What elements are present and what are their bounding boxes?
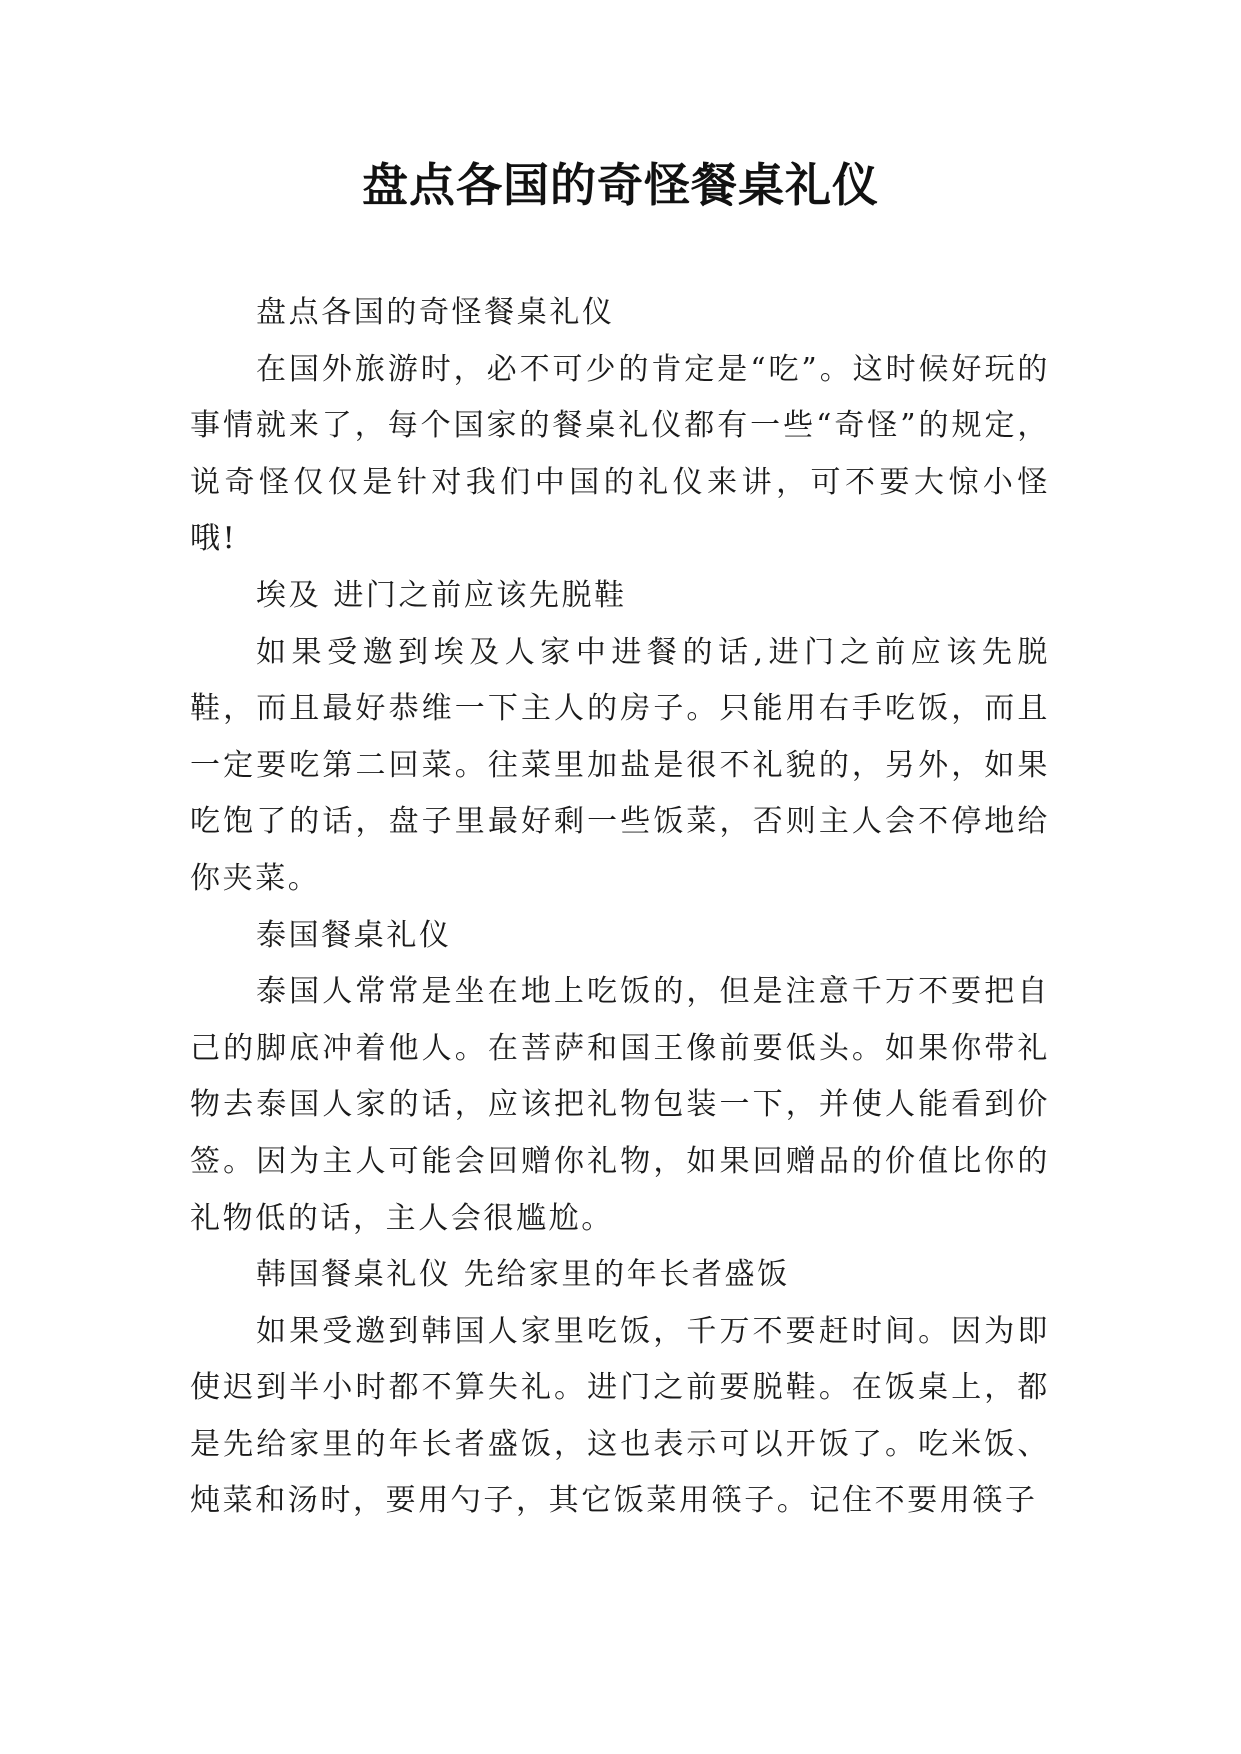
document-body	[190, 285, 1050, 1530]
paragraph-repeated-title: 盘点各国的奇怪餐桌礼仪	[256, 295, 615, 330]
section-heading-thailand: 泰国餐桌礼仪	[256, 917, 452, 953]
paragraph-thailand: 泰国人常常是坐在地上吃饭的，但是注意千万不要把自己的脚底冲着他人。在菩萨和国王像前要低头。如果你带礼物去泰国人家的话，应该把礼物包装一下，并使人能看到价签。因为主人可能会回赠你礼物，如果回赠品的价值比你的礼物低的话，主人会很尴尬。	[190, 974, 1050, 1236]
paragraph-korea: 如果受邀到韩国人家里吃饭，千万不要赶时间。因为即使迟到半小时都不算失礼。进门之前要脱鞋。在饭桌上，都是先给家里的年长者盛饭，这也表示可以开饭了。吃米饭、炖菜和汤时，要用勺子，其它饭菜用筷子。记住不要用筷子	[190, 1313, 1050, 1519]
document-title: 盘点各国的奇怪餐桌礼仪	[362, 158, 879, 212]
paragraph-egypt: 如果受邀到埃及人家中进餐的话,进门之前应该先脱鞋，而且最好恭维一下主人的房子。只能用右手吃饭，而且一定要吃第二回菜。往菜里加盐是很不礼貌的，另外，如果吃饱了的话，盘子里最好剩一些饭菜，否则主人会不停地给你夹菜。	[190, 634, 1050, 896]
section-heading-korea: 韩国餐桌礼仪 先给家里的年长者盛饭	[256, 1257, 790, 1293]
paragraph-intro: 在国外旅游时，必不可少的肯定是“吃”。这时候好玩的事情就来了，每个国家的餐桌礼仪都有一些“奇怪”的规定，说奇怪仅仅是针对我们中国的礼仪来讲，可不要大惊小怪哦!	[190, 351, 1050, 557]
section-heading-egypt: 埃及 进门之前应该先脱鞋	[256, 577, 627, 613]
